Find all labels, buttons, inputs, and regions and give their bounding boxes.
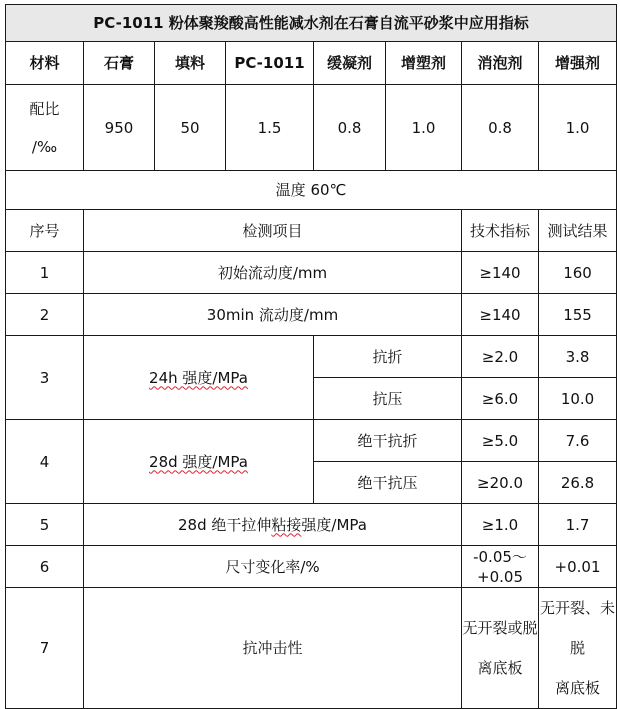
material-name: 填料 [155, 42, 226, 85]
table-title: PC-1011 粉体聚羧酸高性能减水剂在石膏自流平砂浆中应用指标 [6, 5, 617, 42]
row-item: 尺寸变化率/% [84, 546, 462, 588]
row-spec: ≥140 [462, 252, 539, 294]
row-seq: 2 [6, 294, 84, 336]
col-header-item: 检测项目 [84, 210, 462, 252]
ratio-label-line2: /‰ [31, 137, 58, 156]
row-spec: -0.05～+0.05 [462, 546, 539, 588]
column-header-row [6, 210, 617, 252]
row-item-prefix: 28d 绝干拉伸 [178, 515, 272, 534]
material-name: 石膏 [84, 42, 155, 85]
row-item [84, 336, 314, 420]
material-name: 增塑剂 [386, 42, 462, 85]
row-item-text: 24h 强度/MPa [149, 368, 248, 387]
material-name: PC-1011 [226, 42, 314, 85]
col-header-result: 测试结果 [539, 210, 617, 252]
row-subitem: 抗折 [314, 336, 462, 378]
row-item: 抗冲击性 [84, 588, 462, 709]
table-row [6, 420, 617, 462]
row-subitem: 绝干抗压 [314, 462, 462, 504]
row-result: 1.7 [539, 504, 617, 546]
col-header-spec: 技术指标 [462, 210, 539, 252]
table-row [6, 336, 617, 378]
row-spec [462, 588, 539, 709]
ratio-row [6, 85, 617, 171]
row-seq: 4 [6, 420, 84, 504]
material-name: 缓凝剂 [314, 42, 386, 85]
ratio-value: 1.0 [539, 85, 617, 171]
row-item: 30min 流动度/mm [84, 294, 462, 336]
table-row [6, 252, 617, 294]
row-item-suffix: 强度/MPa [301, 515, 367, 534]
table-row [6, 546, 617, 588]
row-item [84, 420, 314, 504]
ratio-value: 0.8 [462, 85, 539, 171]
row-result-line2: 离底板 [555, 679, 601, 697]
row-subitem: 绝干抗折 [314, 420, 462, 462]
row-item-squiggle: 粘接 [271, 515, 302, 534]
row-item-text: 28d 强度/MPa [149, 452, 248, 471]
col-header-seq: 序号 [6, 210, 84, 252]
ratio-label-line1: 配比 [29, 99, 60, 118]
row-result: 7.6 [539, 420, 617, 462]
ratio-value: 950 [84, 85, 155, 171]
row-result: 26.8 [539, 462, 617, 504]
row-result: 3.8 [539, 336, 617, 378]
row-seq: 6 [6, 546, 84, 588]
row-spec: ≥6.0 [462, 378, 539, 420]
ratio-label [6, 85, 84, 171]
table-row [6, 294, 617, 336]
material-name: 增强剂 [539, 42, 617, 85]
row-seq: 1 [6, 252, 84, 294]
temperature-label: 温度 60℃ [6, 171, 617, 210]
row-result: 160 [539, 252, 617, 294]
ratio-value: 50 [155, 85, 226, 171]
materials-header-row [6, 42, 617, 85]
row-seq: 7 [6, 588, 84, 709]
row-spec: ≥2.0 [462, 336, 539, 378]
ratio-value: 0.8 [314, 85, 386, 171]
table-row [6, 588, 617, 709]
table-row [6, 504, 617, 546]
row-spec-line1: 无开裂或脱 [462, 619, 538, 637]
row-result: 10.0 [539, 378, 617, 420]
row-spec: ≥20.0 [462, 462, 539, 504]
ratio-value: 1.0 [386, 85, 462, 171]
row-result: +0.01 [539, 546, 617, 588]
row-seq: 3 [6, 336, 84, 420]
row-item [84, 504, 462, 546]
spec-table [5, 4, 617, 709]
row-spec: ≥140 [462, 294, 539, 336]
row-result: 155 [539, 294, 617, 336]
materials-header-label: 材料 [6, 42, 84, 85]
row-subitem: 抗压 [314, 378, 462, 420]
material-name: 消泡剂 [462, 42, 539, 85]
row-spec-line2: 离底板 [477, 659, 523, 677]
row-result-line1: 无开裂、未脱 [540, 599, 616, 657]
ratio-value: 1.5 [226, 85, 314, 171]
row-item: 初始流动度/mm [84, 252, 462, 294]
row-result [539, 588, 617, 709]
row-spec: ≥5.0 [462, 420, 539, 462]
row-seq: 5 [6, 504, 84, 546]
row-spec: ≥1.0 [462, 504, 539, 546]
